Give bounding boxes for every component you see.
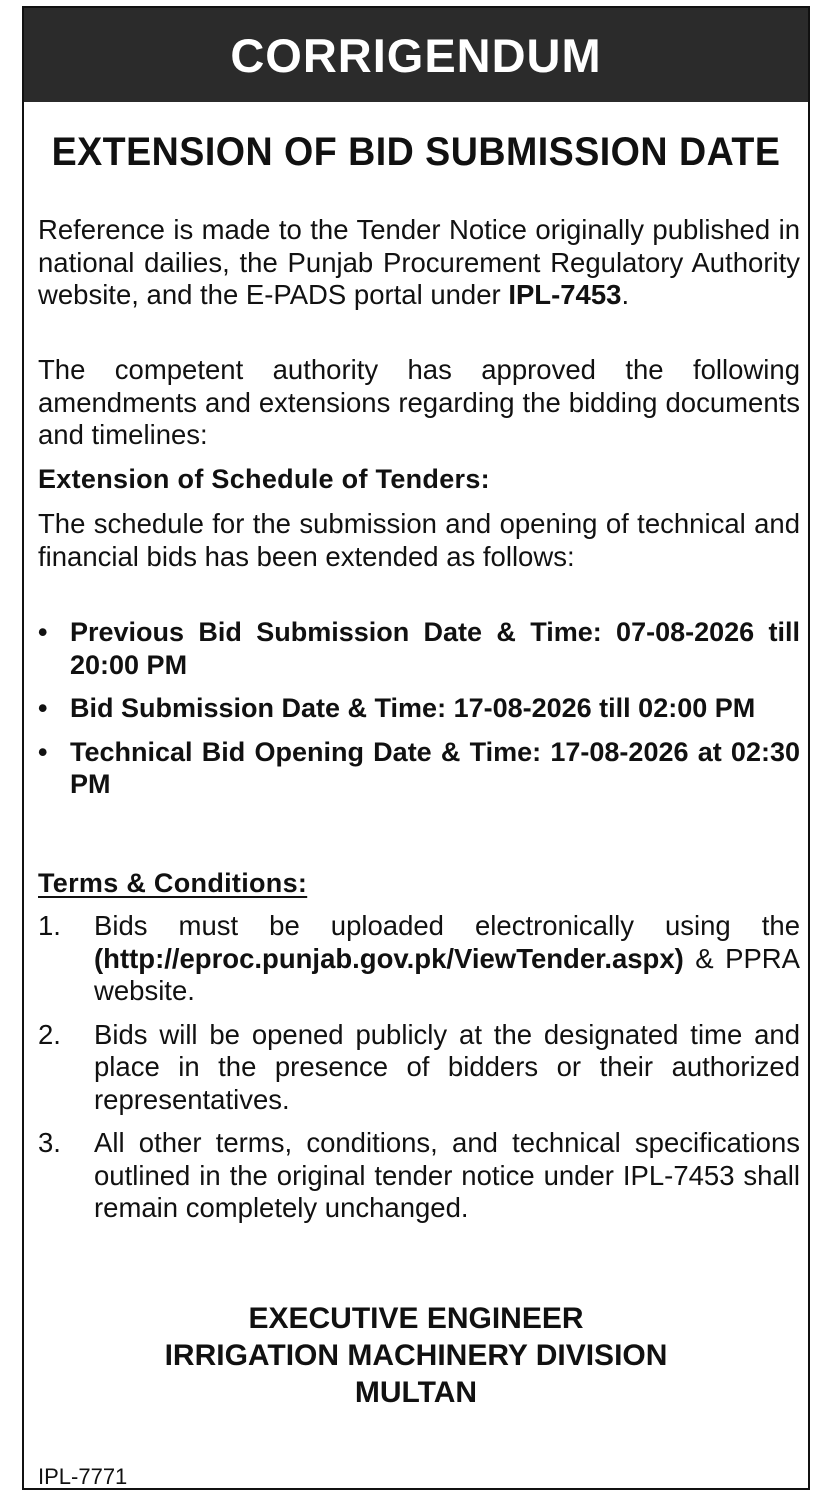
terms-list <box>38 910 800 1225</box>
header-bar <box>24 8 808 102</box>
notice-subtitle: EXTENSION OF BID SUBMISSION DATE <box>51 130 781 174</box>
term-item <box>38 910 800 1008</box>
schedule-item-text: Previous Bid Submission Date & Time: 07-08-2026 till 20:00 PM <box>70 617 800 680</box>
term-item <box>38 1127 800 1225</box>
schedule-item-text: Bid Submission Date & Time: 17-08-2026 till 02:00 PM <box>70 693 756 723</box>
footer-reference: IPL-7771 <box>38 1464 128 1489</box>
schedule-item <box>38 616 800 681</box>
signature-city: MULTAN <box>354 1376 478 1409</box>
intro-reference: IPL-7453 <box>508 279 622 310</box>
schedule-paragraph: The schedule for the submission and opening of technical and financial bids has been extended as follows: <box>38 508 800 572</box>
signature-block <box>24 1300 808 1411</box>
tender-url: (http://eproc.punjab.gov.pk/ViewTender.aspx) <box>94 942 684 974</box>
term-text: Bids will be opened publicly at the designated time and place in the presence of bidders or their authorized representatives. <box>94 1018 800 1115</box>
intro-text: Reference is made to the Tender Notice originally published in national dailies, the Punjab Procurement Regulatory Authority website, and the E-PADS portal under <box>38 214 800 310</box>
term-number: 1. <box>38 910 61 941</box>
signature-title: EXECUTIVE ENGINEER <box>248 1302 584 1335</box>
schedule-heading: Extension of Schedule of Tenders: <box>38 464 490 494</box>
schedule-list <box>38 616 800 801</box>
bullet-icon: • <box>38 617 48 647</box>
bullet-icon: • <box>38 693 48 723</box>
notice-frame <box>22 6 810 1490</box>
term-number: 2. <box>38 1018 61 1050</box>
term-text: All other terms, conditions, and technical specifications outlined in the original tender notice under IPL-7453 shall remain completely unchanged. <box>94 1127 800 1223</box>
approval-paragraph: The competent authority has approved the following amendments and extensions regarding the bidding documents and timelines: <box>38 354 800 450</box>
term-text-end: & PPRA website. <box>94 942 800 1006</box>
intro-end: . <box>621 279 630 310</box>
schedule-item <box>38 736 800 801</box>
terms-heading: Terms & Conditions: <box>38 868 308 898</box>
schedule-item-text: Technical Bid Opening Date & Time: 17-08-2026 at 02:30 PM <box>70 736 800 799</box>
bullet-icon: • <box>38 736 48 767</box>
intro-paragraph <box>38 214 800 312</box>
term-item <box>38 1019 800 1117</box>
signature-division: IRRIGATION MACHINERY DIVISION <box>164 1339 668 1372</box>
term-number: 3. <box>38 1127 61 1158</box>
notice-title: CORRIGENDUM <box>230 28 602 82</box>
schedule-item <box>38 692 800 725</box>
term-text: Bids must be uploaded electronically using the <box>94 910 800 941</box>
